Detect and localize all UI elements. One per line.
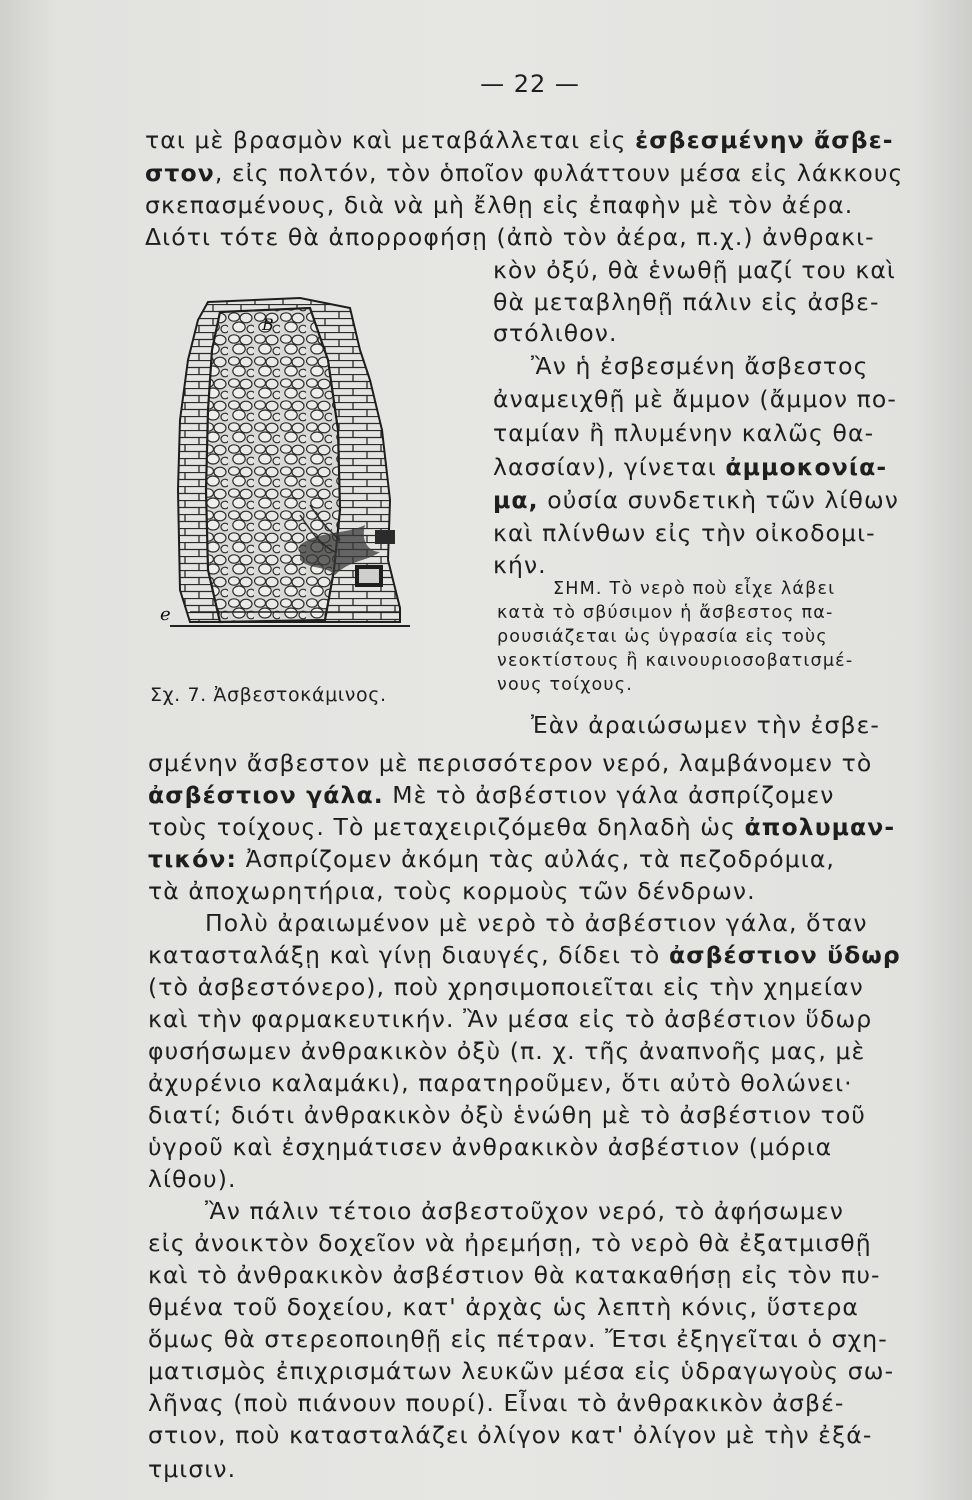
text-span: ἀχυρένιο καλαμάκι), παρατηροῦμεν, ὅτι αὐτὸ θολώνει· <box>148 1069 853 1097</box>
text-span: Ἂν ἡ ἐσβεσμένη ἄσβεστος <box>531 352 869 380</box>
text-span: Πολὺ ἀραιωμένον μὲ νερὸ τὸ ἀσβέστιον γάλα, ὅταν <box>205 909 868 937</box>
text-span: ΣΗΜ. Τὸ νερὸ ποὺ εἶχε λάβει <box>553 579 836 599</box>
bold-term: ἀπολυμαν- <box>744 813 896 841</box>
text-line <box>497 626 828 649</box>
text-line <box>148 1004 872 1034</box>
text-line <box>148 1420 872 1450</box>
bold-term: τικόν: <box>148 845 237 873</box>
text-line <box>148 940 901 970</box>
text-line <box>148 972 864 1002</box>
text-span: καὶ πλίνθων εἰς τὴν οἰκοδομι- <box>493 519 876 547</box>
bold-term: ἐσβεσμένην ἄσβε- <box>635 126 894 154</box>
text-span: Μὲ τὸ ἀσβέστιον γάλα ἀσπρίζομεν <box>383 781 835 809</box>
bold-term: ἀσβέστιον γάλα. <box>148 781 384 809</box>
text-span: τμισιν. <box>148 1455 237 1483</box>
text-span: ὑγροῦ καὶ ἐσχημάτισεν ἀνθρακικὸν ἀσβέστιον (μόρια <box>148 1133 833 1161</box>
text-line <box>148 1260 881 1290</box>
text-line <box>497 674 633 697</box>
text-span: Ἀσπρίζομεν ἀκόμη τὰς αὐλάς, τὰ πεζοδρόμια, <box>237 845 835 873</box>
text-line <box>148 1388 844 1418</box>
text-line <box>205 908 868 938</box>
text-line <box>148 1132 832 1162</box>
text-span: οὐσία συνδετικὴ τῶν λίθων <box>538 486 900 514</box>
text-span: , εἰς πολτόν, τὸν ὁποῖον φυλάττουν μέσα εἰς λάκκους <box>214 159 904 187</box>
text-span: κὸν ὀξύ, θὰ ἑνωθῇ μαζί του καὶ <box>493 256 896 284</box>
text-span: ἀναμειχθῇ μὲ ἄμμον (ἄμμον πο- <box>493 385 897 413</box>
bold-term: μα, <box>493 486 539 514</box>
figure-label-b: B <box>262 315 274 334</box>
lime-kiln-figure <box>150 290 420 680</box>
text-span: τοὺς τοίχους. Τὸ μεταχειριζόμεθα δηλαδὴ ὡς <box>148 813 745 841</box>
text-line <box>148 1068 853 1098</box>
text-line <box>493 255 896 285</box>
text-line <box>148 748 872 778</box>
text-line <box>148 1100 866 1130</box>
text-line <box>493 418 874 448</box>
text-line <box>493 452 887 482</box>
text-line <box>493 550 547 580</box>
text-line <box>493 287 880 317</box>
text-line <box>493 384 897 414</box>
page-number: — 22 — <box>480 70 580 98</box>
text-line <box>148 876 756 906</box>
text-line <box>145 125 894 155</box>
text-span: τὰ ἀποχωρητήρια, τοὺς κορμοὺς τῶν δένδρων. <box>148 877 756 905</box>
text-line <box>205 1196 844 1226</box>
text-span: θμένα τοῦ δοχείου, κατ' ἀρχὰς ὡς λεπτὴ κόνις, ὕστερα <box>148 1293 859 1321</box>
text-span: Ἂν πάλιν τέτοιο ἀσβεστοῦχον νερό, τὸ ἀφήσωμεν <box>205 1197 844 1225</box>
text-line <box>148 844 835 874</box>
text-span: διατί; διότι ἀνθρακικὸν ὀξὺ ἑνώθη μὲ τὸ ἀσβέστιον τοῦ <box>148 1101 867 1129</box>
text-line <box>148 1324 888 1354</box>
text-span: νεοκτίστους ἢ καινουριοσοβατισμέ- <box>497 651 854 671</box>
text-line <box>553 578 835 601</box>
text-span: Ἐὰν ἀραιώσωμεν τὴν ἐσβε- <box>531 711 880 739</box>
text-span: λίθου). <box>148 1165 237 1193</box>
text-line <box>148 1454 236 1484</box>
text-span: ματισμὸς ἐπιχρισμάτων λευκῶν μέσα εἰς ὑδραγωγοὺς σω- <box>148 1357 895 1385</box>
text-line <box>148 1164 237 1194</box>
text-line <box>148 1036 865 1066</box>
text-span: κατασταλάξῃ καὶ γίνῃ διαυγές, δίδει τὸ <box>148 941 669 969</box>
bold-term: ἀμμοκονία- <box>725 453 888 481</box>
figure-caption <box>150 680 387 710</box>
text-line <box>148 1356 894 1386</box>
text-line <box>145 222 875 252</box>
figure-label-e: e <box>160 604 171 625</box>
text-span: ὅμως θὰ στερεοποιηθῇ εἰς πέτραν. Ἔτσι ἐξηγεῖται ὁ σχη- <box>148 1325 888 1353</box>
text-span: στόλιθον. <box>493 319 618 347</box>
text-span: Διότι τότε θὰ ἀπορροφήσῃ (ἀπὸ τὸν ἀέρα, π.χ.) ἀνθρακι- <box>145 223 875 251</box>
text-span: εἰς ἀνοικτὸν δοχεῖον νὰ ἠρεμήσῃ, τὸ νερὸ θὰ ἐξατμισθῇ <box>148 1229 872 1257</box>
text-span: ρουσιάζεται ὡς ὑγρασία εἰς τοὺς <box>497 627 828 647</box>
text-line <box>148 812 895 842</box>
text-span: (τὸ ἀσβεστόνερο), ποὺ χρησιμοποιεῖται εἰς τὴν χημείαν <box>148 973 864 1001</box>
text-line <box>531 351 869 381</box>
text-line <box>145 158 903 188</box>
text-span: στιον, ποὺ κατασταλάζει ὀλίγον κατ' ὀλίγον μὲ τὴν ἐξά- <box>148 1421 873 1449</box>
text-line <box>148 1292 859 1322</box>
text-line <box>148 780 835 810</box>
bold-term: ἀσβέστιον ὕδωρ <box>668 941 901 969</box>
text-span: φυσήσωμεν ἀνθρακικὸν ὀξὺ (π. χ. τῆς ἀναπνοῆς μας, μὲ <box>148 1037 866 1065</box>
text-span: καὶ τὸ ἀνθρακικὸν ἀσβέστιον θὰ κατακαθήσῃ εἰς τὸν πυ- <box>148 1261 881 1289</box>
text-span: σμένην ἄσβεστον μὲ περισσότερον νερό, λαμβάνομεν τὸ <box>148 749 873 777</box>
text-line <box>493 485 899 515</box>
text-line <box>493 518 876 548</box>
text-span: θὰ μεταβληθῇ πάλιν εἰς ἀσβε- <box>493 288 880 316</box>
text-line <box>493 318 618 348</box>
text-span: κήν. <box>493 551 547 579</box>
text-span: Σχ. 7. Ἀσβεστοκάμινος. <box>150 684 387 706</box>
text-span: κατὰ τὸ σβύσιμον ἡ ἄσβεστος πα- <box>497 603 834 623</box>
text-span: καὶ τὴν φαρμακευτικήν. Ἂν μέσα εἰς τὸ ἀσβέστιον ὕδωρ <box>148 1005 873 1033</box>
text-line <box>497 650 853 673</box>
text-line <box>148 1228 872 1258</box>
text-line <box>531 710 880 740</box>
bold-term: στον <box>145 159 215 187</box>
text-span: λασσίαν), γίνεται <box>493 453 726 481</box>
text-span: ταμίαν ἢ πλυμένην καλῶς θα- <box>493 419 875 447</box>
text-span: νους τοίχους. <box>497 675 633 695</box>
text-span: σκεπασμένους, διὰ νὰ μὴ ἔλθῃ εἰς ἐπαφὴν μὲ τὸν ἀέρα. <box>145 191 854 219</box>
text-line <box>145 190 853 220</box>
text-span: ται μὲ βρασμὸν καὶ μεταβάλλεται εἰς <box>145 126 636 154</box>
text-line <box>497 602 834 625</box>
text-span: λῆνας (ποὺ πιάνουν πουρί). Εἶναι τὸ ἀνθρακικὸν ἀσβέ- <box>148 1389 845 1417</box>
